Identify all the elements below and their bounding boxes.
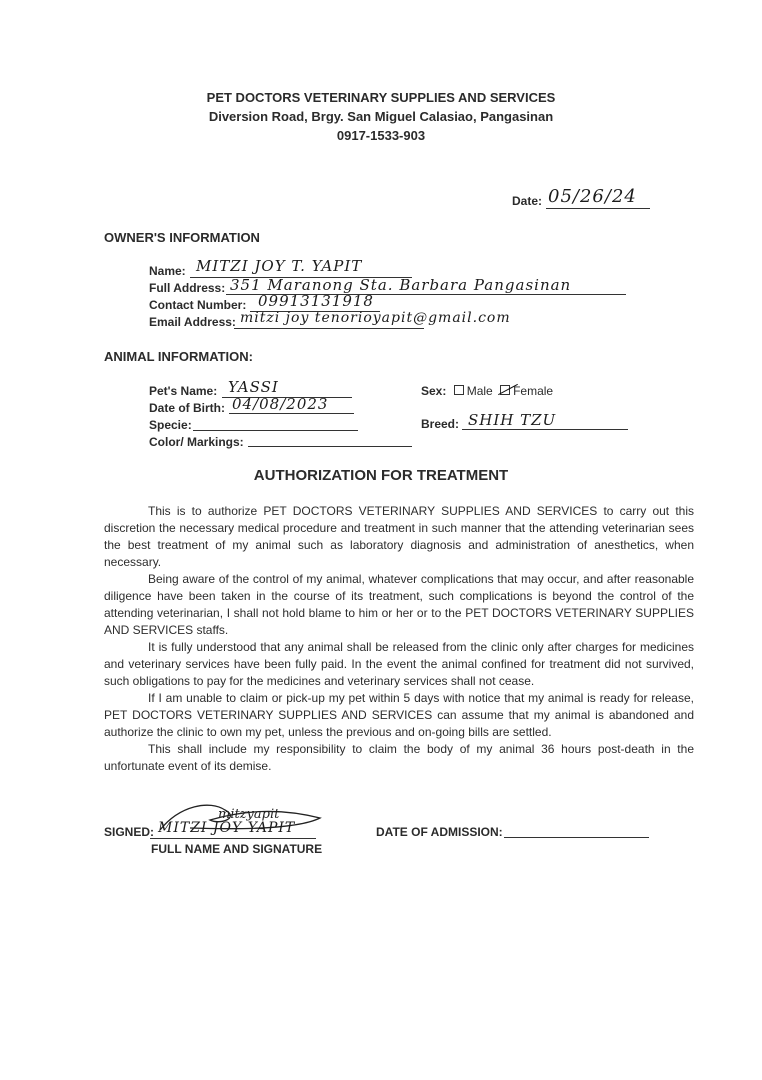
specie-label: Specie: — [149, 418, 192, 432]
date-line — [546, 208, 650, 209]
signature-text: mitzyapit — [218, 807, 280, 822]
pet-name-label: Pet's Name: — [149, 384, 218, 398]
owner-address-label: Full Address: — [149, 281, 226, 295]
animal-section-title: ANIMAL INFORMATION: — [104, 349, 253, 364]
dob-label: Date of Birth: — [149, 401, 225, 415]
owner-contact-label: Contact Number: — [149, 298, 247, 312]
date-value[interactable]: 05/26/24 — [548, 186, 637, 207]
male-label: Male — [466, 384, 493, 398]
admission-line[interactable] — [504, 837, 649, 838]
owner-contact-value[interactable]: 09913131918 — [258, 292, 374, 310]
owner-name-value[interactable]: MITZI JOY T. YAPIT — [196, 257, 363, 275]
authorization-paragraph: This shall include my responsibility to claim the body of my animal 36 hours post-death in the unfortunate event of its demise. — [104, 742, 694, 773]
breed-value[interactable]: SHIH TZU — [468, 411, 557, 429]
dob-value[interactable]: 04/08/2023 — [232, 395, 329, 413]
female-label: Female — [513, 384, 554, 398]
company-name: PET DOCTORS VETERINARY SUPPLIES AND SERVICES — [206, 90, 556, 105]
owner-name-label: Name: — [149, 264, 186, 278]
specie-line[interactable] — [193, 430, 358, 431]
authorization-paragraph: If I am unable to claim or pick-up my pet within 5 days with notice that my animal is ready for release, PET DOCTORS VETERINARY SUPPLIES AND SERVICES can assume that my animal is abandoned and authorize the clinic to own my pet, unless the previous and on-going bills are settled. — [104, 691, 694, 739]
letterhead — [0, 88, 762, 145]
date-label: Date: — [512, 194, 543, 208]
sex-label: Sex: — [421, 384, 447, 398]
breed-line — [462, 429, 628, 430]
breed-label: Breed: — [421, 417, 460, 431]
owner-address-value[interactable]: 351 Maranong Sta. Barbara Pangasinan — [230, 276, 572, 294]
pet-name-value[interactable]: YASSI — [228, 378, 279, 396]
company-address: Diversion Road, Brgy. San Miguel Calasiao, Pangasinan — [208, 109, 554, 124]
company-phone: 0917-1533-903 — [336, 128, 426, 143]
owner-email-label: Email Address: — [149, 315, 236, 329]
admission-label: DATE OF ADMISSION: — [376, 825, 503, 839]
signature-caption: FULL NAME AND SIGNATURE — [151, 842, 323, 856]
authorization-title: AUTHORIZATION FOR TREATMENT — [253, 467, 509, 484]
signed-name[interactable]: MITZI JOY YAPIT — [158, 820, 296, 836]
owner-email-line — [234, 328, 424, 329]
owner-email-value[interactable]: mitzi joy tenorioyapit@gmail.com — [240, 310, 511, 326]
color-line[interactable] — [248, 446, 412, 447]
color-label: Color/ Markings: — [149, 435, 244, 449]
owner-section-title: OWNER'S INFORMATION — [104, 230, 260, 245]
female-checkbox[interactable] — [500, 385, 510, 395]
male-checkbox[interactable] — [454, 385, 464, 395]
signed-label: SIGNED: — [104, 825, 155, 839]
authorization-paragraph: Being aware of the control of my animal, whatever complications that may occur, and after reasonable diligence have been taken in the course of its treatment, such complications is beyond the control of the attending veterinarian, I shall not hold blame to him or her or to the PET DOCTORS VETERINARY SUPPLIES AND SERVICES staffs. — [104, 572, 694, 637]
authorization-body — [104, 503, 694, 775]
sex-field — [421, 384, 553, 398]
dob-line — [229, 413, 354, 414]
authorization-paragraph: It is fully understood that any animal shall be released from the clinic only after charges for medicines and veterinary services have been fully paid. In the event the animal confined for treatment did not survived, such obligations to pay for the medicines and veterinary services shall not cease. — [104, 640, 694, 688]
authorization-paragraph: This is to authorize PET DOCTORS VETERINARY SUPPLIES AND SERVICES to carry out this discretion the necessary medical procedure and treatment in such manner that the attending veterinarian sees the best treatment of my animal such as laboratory diagnosis and administration of anesthetics, when necessary. — [104, 504, 694, 569]
signature-line — [150, 838, 316, 839]
